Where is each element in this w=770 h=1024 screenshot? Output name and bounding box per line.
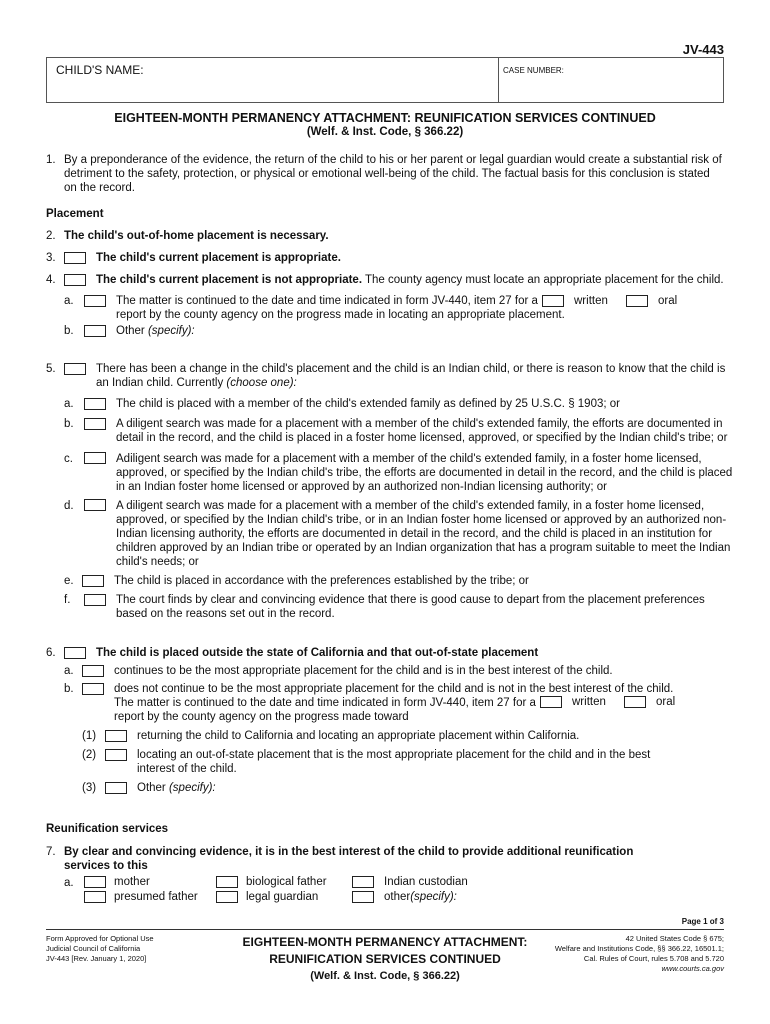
biological-father-checkbox[interactable]	[216, 876, 238, 888]
item5b-checkbox[interactable]	[84, 418, 106, 430]
footer-right	[555, 934, 724, 974]
item6b-letter: b.	[64, 683, 74, 695]
indian-custodian-checkbox[interactable]	[352, 876, 374, 888]
biological-father-label: biological father	[246, 876, 327, 888]
other-label	[384, 890, 457, 904]
item6-number: 6.	[46, 647, 56, 659]
form-id: JV-443	[682, 42, 724, 57]
footer-center	[190, 934, 580, 985]
legal-guardian-checkbox[interactable]	[216, 891, 238, 903]
item5c-letter: c.	[64, 453, 73, 465]
item5f-letter: f.	[64, 594, 71, 606]
footer-center-line3: (Welf. & Inst. Code, § 366.22)	[310, 970, 460, 982]
item6b3-number: (3)	[82, 782, 97, 794]
footer-center-line1: EIGHTEEN-MONTH PERMANENCY ATTACHMENT:	[242, 935, 528, 949]
item7-line2: services to this	[64, 860, 148, 872]
other-specify: (specify):	[410, 891, 457, 903]
item6b3-checkbox[interactable]	[105, 782, 127, 794]
item6b2-checkbox[interactable]	[105, 749, 127, 761]
footer-right-line2: Welfare and Institutions Code, §§ 366.22, 16501.1;	[554, 944, 724, 953]
footer-center-line2: REUNIFICATION SERVICES CONTINUED	[269, 952, 501, 966]
footer-left-line2: Judicial Council of California	[46, 944, 141, 953]
item6b1-checkbox[interactable]	[105, 730, 127, 742]
item4a-oral-label: oral	[658, 295, 678, 307]
page-number: Page 1 of 3	[681, 917, 724, 926]
item6b2-text	[137, 748, 650, 776]
indian-custodian-label: Indian custodian	[384, 876, 468, 888]
item5-line1: There has been a change in the child's placement and the child is an Indian child, or there is reason to know that the child is	[96, 363, 726, 375]
footer-left	[46, 934, 154, 964]
item5-line2	[96, 376, 297, 390]
item2-text: The child's out-of-home placement is necessary.	[64, 230, 329, 242]
item5c-line3: in an Indian foster home licensed or approved by an authorized non-Indian licensing authority; or	[116, 481, 607, 493]
item6b-line3: report by the county agency on the progress made toward	[114, 711, 409, 723]
mother-checkbox[interactable]	[84, 876, 106, 888]
item5b-letter: b.	[64, 418, 74, 430]
item3-number: 3.	[46, 252, 56, 264]
item7-number: 7.	[46, 846, 56, 858]
item5c-line1: Adiligent search was made for a placement with a member of the child's extended family, in a foster home licensed,	[116, 453, 702, 465]
item5a-checkbox[interactable]	[84, 398, 106, 410]
item1-line1: By a preponderance of the evidence, the return of the child to his or her parent or legal guardian would create a substantial risk of	[64, 154, 722, 166]
item4-text	[96, 273, 724, 287]
item4b-other: Other	[116, 325, 145, 337]
item1-number: 1.	[46, 154, 56, 166]
item4a-written-label: written	[574, 295, 608, 307]
item4-number: 4.	[46, 274, 56, 286]
item6b3-text	[137, 781, 216, 795]
item4b-text	[116, 324, 195, 338]
item5c-line2: approved, or specified by the Indian child's tribe, the efforts are documented in detail in the record, and the child is placed	[116, 467, 733, 479]
item6-checkbox[interactable]	[64, 647, 86, 659]
item5d-line1: A diligent search was made for a placement with a member of the child's extended family, in a foster home licensed,	[116, 500, 705, 512]
item6b-line1: does not continue to be the most appropriate placement for the child and is not in the best interest of the child.	[114, 683, 674, 695]
item4a-written-checkbox[interactable]	[542, 295, 564, 307]
footer-left-line3: JV-443 [Rev. January 1, 2020]	[46, 954, 147, 963]
item5d-line3: Indian licensing authority, the efforts are documented in detail in the record, and the child is placed in an institution for	[116, 528, 713, 540]
item6b-written-label: written	[572, 696, 606, 708]
case-number-label: CASE NUMBER:	[503, 66, 564, 75]
footer-right-line3: Cal. Rules of Court, rules 5.708 and 5.720	[583, 954, 724, 963]
item5b-text	[116, 417, 727, 445]
item6b1-text: returning the child to California and locating an appropriate placement within California.	[137, 730, 580, 742]
item5d-checkbox[interactable]	[84, 499, 106, 511]
item5f-line1: The court finds by clear and convincing evidence that there is good cause to depart from the placement preferences	[116, 594, 705, 606]
footer-left-line1: Form Approved for Optional Use	[46, 934, 154, 943]
item1-line2: detriment to the safety, protection, or physical or emotional well-being of the child. The factual basis for this conclusion is stated	[64, 168, 710, 180]
item6b-oral-checkbox[interactable]	[624, 696, 646, 708]
item5e-text: The child is placed in accordance with the preferences established by the tribe; or	[114, 575, 529, 587]
placement-heading: Placement	[46, 208, 104, 220]
item6a-checkbox[interactable]	[82, 665, 104, 677]
item4-checkbox[interactable]	[64, 274, 86, 286]
page-subtitle: (Welf. & Inst. Code, § 366.22)	[306, 126, 464, 138]
item6b3-specify: (specify):	[168, 782, 216, 794]
item5-checkbox[interactable]	[64, 363, 86, 375]
footer-right-line1: 42 United States Code § 675;	[625, 934, 724, 943]
item6b-written-checkbox[interactable]	[540, 696, 562, 708]
item6b1-number: (1)	[82, 730, 97, 742]
item5a-text: The child is placed with a member of the child's extended family as defined by 25 U.S.C. § 1903; or	[116, 398, 620, 410]
item5e-letter: e.	[64, 575, 74, 587]
item4-bold: The child's current placement is not appropriate.	[96, 274, 363, 286]
item2-number: 2.	[46, 230, 56, 242]
item5c-checkbox[interactable]	[84, 452, 106, 464]
item7-line1: By clear and convincing evidence, it is in the best interest of the child to provide additional reunification	[64, 846, 634, 858]
item6b2-number: (2)	[82, 749, 97, 761]
item5d-line2: approved, or specified by the Indian child's tribe, or in an Indian foster home licensed or approved by an authorized non-	[116, 514, 727, 526]
item4a-letter: a.	[64, 295, 74, 307]
item5d-text	[116, 499, 730, 569]
item4a-text: The matter is continued to the date and time indicated in form JV-440, item 27 for a	[116, 295, 538, 307]
item7a-letter: a.	[64, 877, 74, 889]
item6b2-line2: interest of the child.	[137, 763, 237, 775]
item5f-text	[116, 593, 705, 621]
item5-number: 5.	[46, 363, 56, 375]
mother-label: mother	[114, 876, 150, 888]
item6b-line2: The matter is continued to the date and time indicated in form JV-440, item 27 for a	[114, 697, 536, 709]
item1-line3: on the record.	[64, 182, 135, 194]
item7-text	[64, 845, 633, 873]
item5-choose: (choose one):	[226, 377, 297, 389]
item6b3-other: Other	[137, 782, 166, 794]
item6a-letter: a.	[64, 665, 74, 677]
item4a-line2: report by the county agency on the progress made in locating an appropriate placement.	[116, 309, 565, 321]
header-divider	[498, 57, 499, 103]
item4a-oral-checkbox[interactable]	[626, 295, 648, 307]
other-text: other	[384, 891, 411, 903]
item4-rest: The county agency must locate an appropriate placement for the child.	[362, 274, 724, 286]
item6b-checkbox[interactable]	[82, 683, 104, 695]
item5-line2-text: an Indian child. Currently	[96, 377, 224, 389]
item4b-letter: b.	[64, 325, 74, 337]
presumed-father-checkbox[interactable]	[84, 891, 106, 903]
item4a-checkbox[interactable]	[84, 295, 106, 307]
item6b2-line1: locating an out-of-state placement that is the most appropriate placement for the child and in the best	[137, 749, 651, 761]
other-checkbox[interactable]	[352, 891, 374, 903]
item5f-checkbox[interactable]	[84, 594, 106, 606]
item3-checkbox[interactable]	[64, 252, 86, 264]
item6a-text: continues to be the most appropriate placement for the child and is in the best interest of the child.	[114, 665, 613, 677]
item5d-line4: children approved by an Indian tribe or operated by an Indian organization that has a program suitable to meet the Indian	[116, 542, 731, 554]
item6-text: The child is placed outside the state of California and that out-of-state placement	[96, 647, 539, 659]
presumed-father-label: presumed father	[114, 891, 198, 903]
legal-guardian-label: legal guardian	[246, 891, 319, 903]
item5f-line2: based on the reasons set out in the record.	[116, 608, 335, 620]
item5-text	[96, 362, 725, 376]
item5d-letter: d.	[64, 500, 74, 512]
item1-text	[64, 153, 722, 195]
item5c-text	[116, 452, 732, 494]
page-title: EIGHTEEN-MONTH PERMANENCY ATTACHMENT: REUNIFICATION SERVICES CONTINUED	[114, 111, 656, 125]
courts-website-link[interactable]: www.courts.ca.gov	[661, 964, 724, 973]
item5b-line1: A diligent search was made for a placement with a member of the child's extended family, the efforts are documented in	[116, 418, 723, 430]
item5a-letter: a.	[64, 398, 74, 410]
childs-name-label: CHILD'S NAME:	[56, 63, 144, 77]
footer-rule	[46, 929, 724, 930]
reunification-heading: Reunification services	[46, 823, 169, 835]
item5b-line2: detail in the record, and the child is placed in a foster home licensed, approved, or specified by the Indian child's tribe; or	[116, 432, 728, 444]
item5e-checkbox[interactable]	[82, 575, 104, 587]
item5d-line5: child's needs; or	[116, 556, 199, 568]
item6b-oral-label: oral	[656, 696, 676, 708]
item4b-checkbox[interactable]	[84, 325, 106, 337]
item3-text: The child's current placement is appropriate.	[96, 252, 341, 264]
item4b-specify: (specify):	[147, 325, 195, 337]
